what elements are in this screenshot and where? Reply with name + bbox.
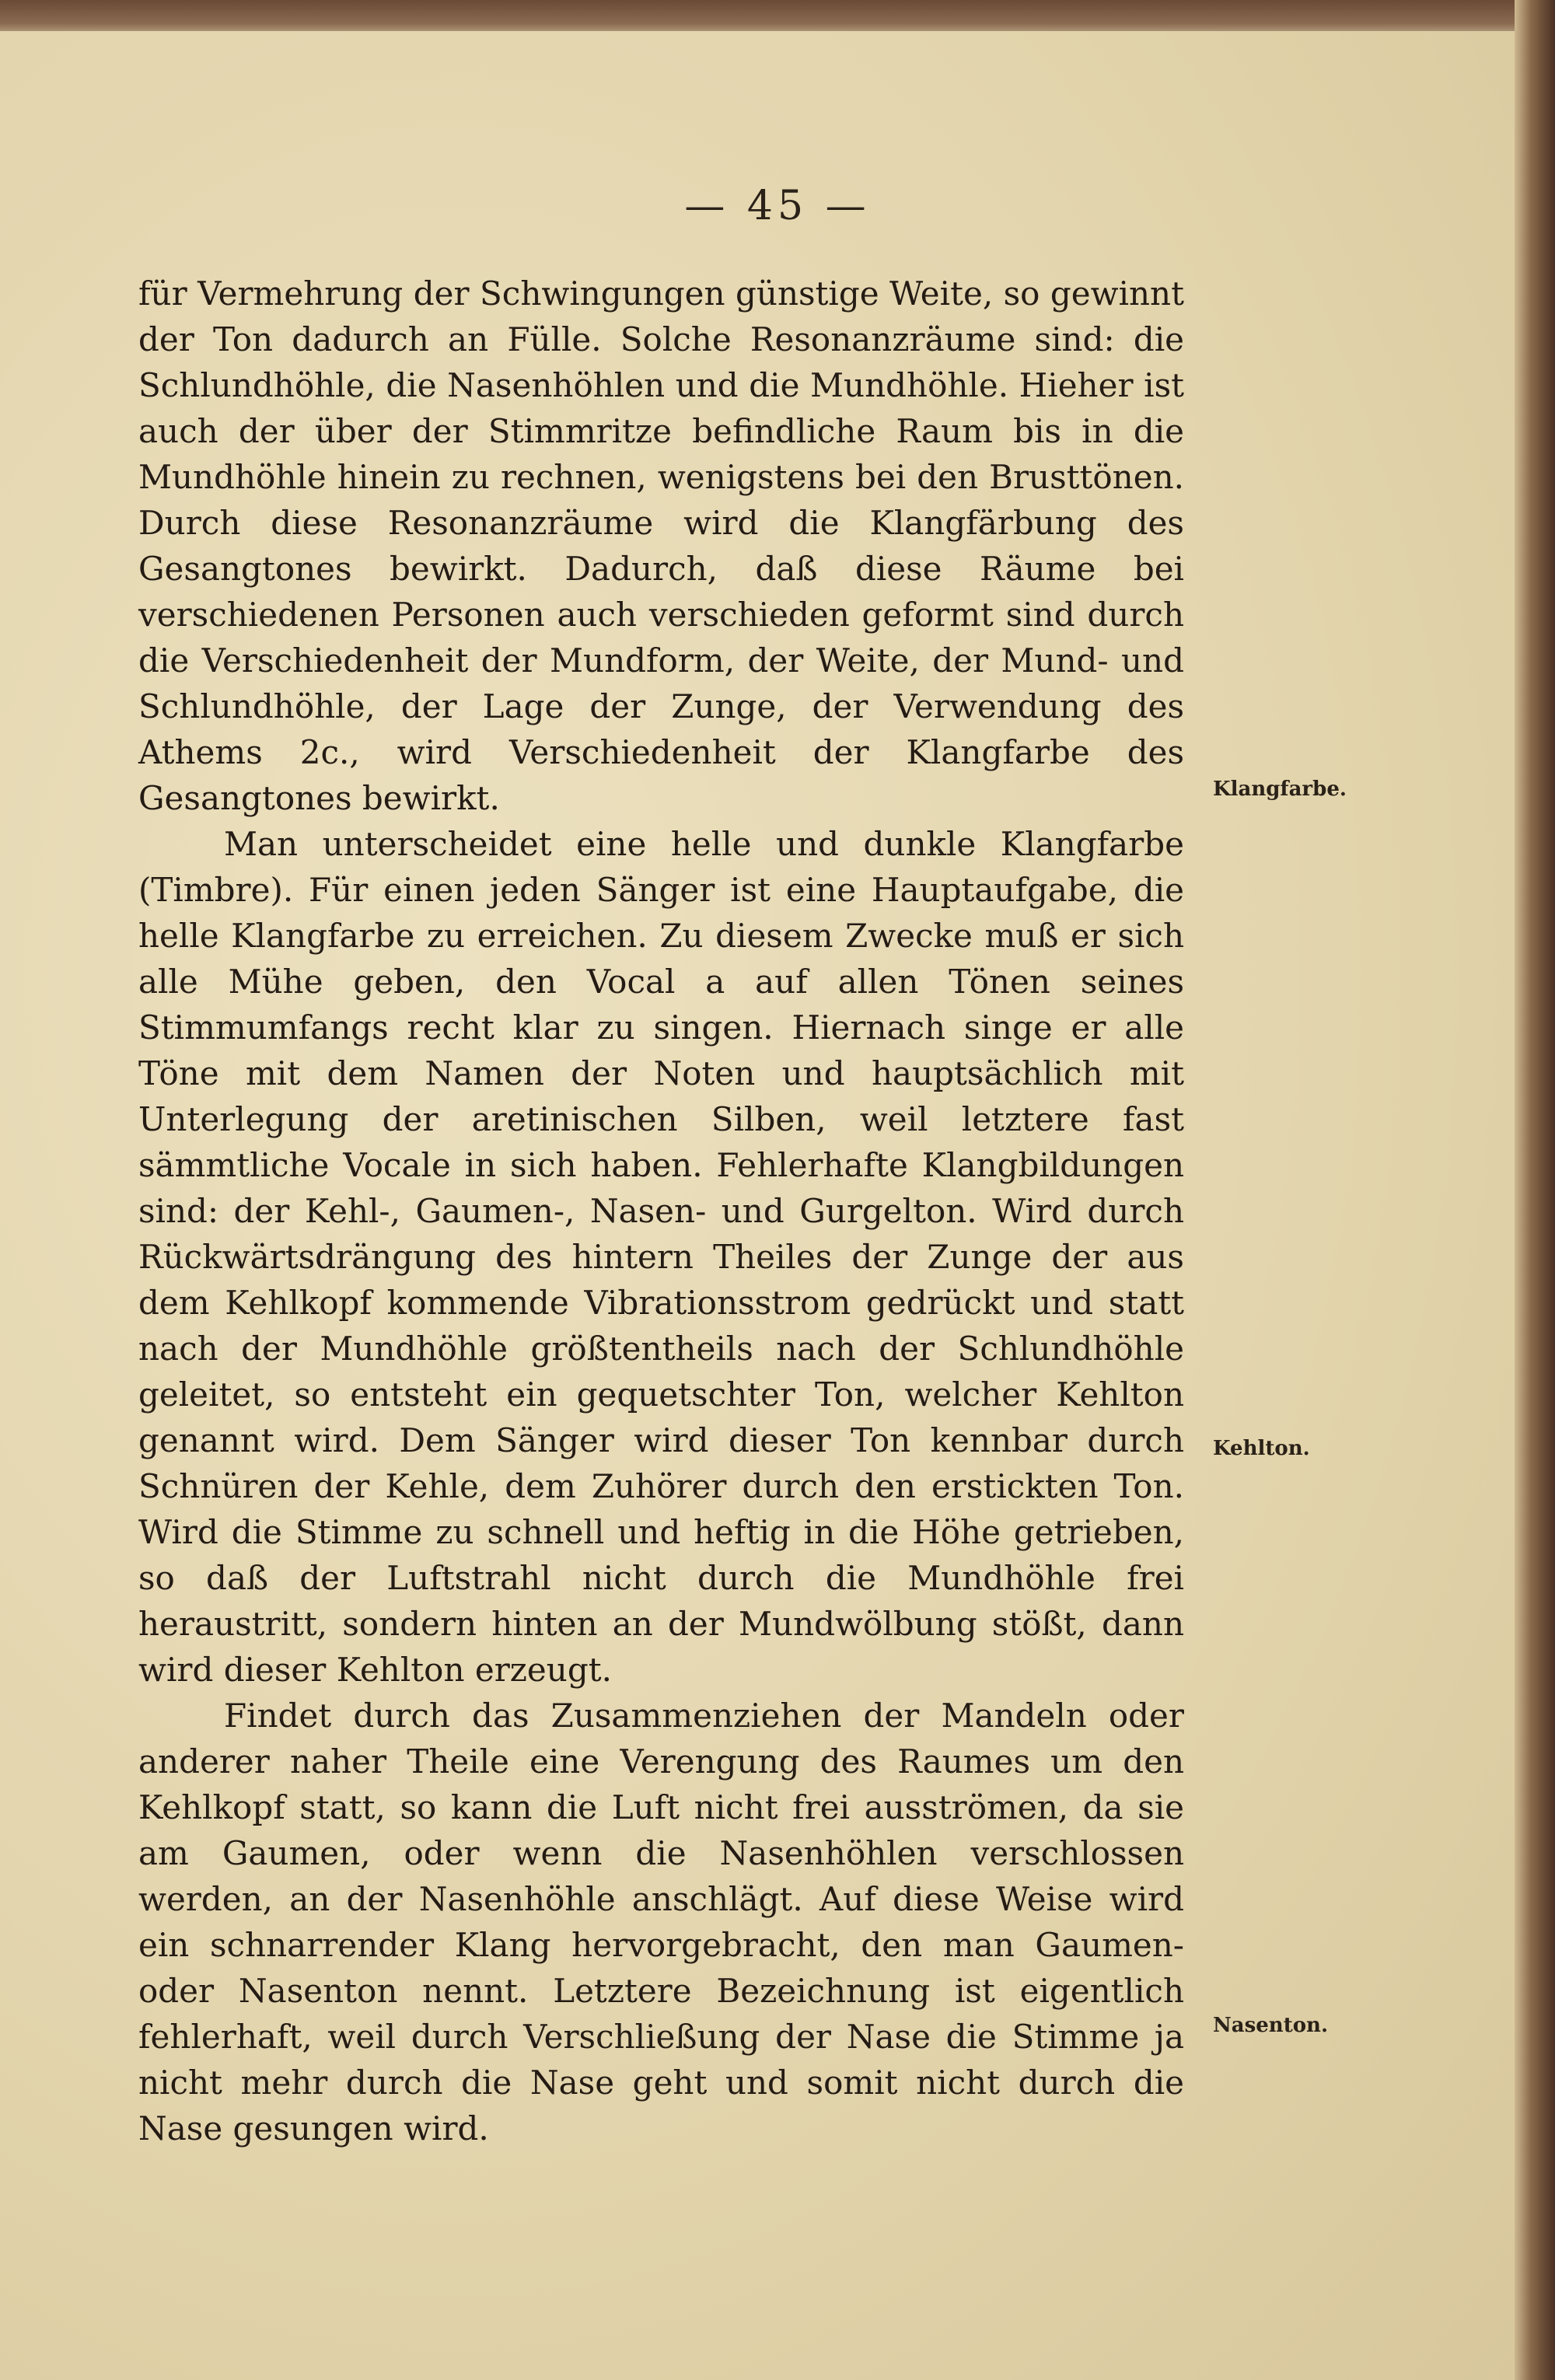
page-number: — 45 —	[684, 183, 871, 229]
paragraph-3: Findet durch das Zusammenziehen der Mandeln oder anderer naher Theile eine Verengung des Raumes um den Kehlkopf statt, so kann die Luft nicht frei ausströmen, da sie am Gaumen, oder wenn die Nasenhöhlen verschlossen werden, an der Nasenhöhle anschlägt. Auf diese Weise wird ein schnarrender Klang hervorgebracht, den man Gaumen- oder Nasenton nennt. Letztere Bezeichnung ist eigentlich fehlerhaft, weil durch Verschließung der Nase die Stimme ja nicht mehr durch die Nase geht und somit nicht durch die Nase gesungen wird.	[138, 1697, 1184, 2148]
sidenote-kehlton: Kehlton.	[1213, 1437, 1310, 1460]
sidenote-klangfarbe: Klangfarbe.	[1213, 778, 1347, 801]
paragraph-2: Man unterscheidet eine helle und dunkle Klangfarbe (Timbre). Für einen jeden Sänger ist eine Hauptaufgabe, die helle Klangfarbe zu erreichen. Zu diesem Zwecke muß er sich alle Mühe geben, den Vocal a auf allen Tönen seines Stimmumfangs recht klar zu singen. Hiernach singe er alle Töne mit dem Namen der Noten und hauptsächlich mit Unterlegung der aretinischen Silben, weil letztere fast sämmtliche Vocale in sich haben. Fehlerhafte Klangbildungen sind: der Kehl-, Gaumen-, Nasen- und Gurgelton. Wird durch Rückwärtsdrängung des hintern Theiles der Zunge der aus dem Kehlkopf kommende Vibrationsstrom gedrückt und statt nach der Mundhöhle größtentheils nach der Schlundhöhle geleitet, so entsteht ein gequetschter Ton, welcher Kehlton genannt wird. Dem Sänger wird dieser Ton kennbar durch Schnüren der Kehle, dem Zuhörer durch den erstickten Ton. Wird die Stimme zu schnell und heftig in die Höhe getrieben, so daß der Luftstrahl nicht durch die Mundhöhle frei heraustritt, sondern hinten an der Mundwölbung stößt, dann wird dieser Kehlton erzeugt.	[138, 825, 1184, 1689]
body-text	[138, 271, 1184, 2151]
paragraph-1: für Vermehrung der Schwingungen günstige Weite, so gewinnt der Ton dadurch an Fülle. Solche Resonanzräume sind: die Schlundhöhle, die Nasenhöhlen und die Mundhöhle. Hieher ist auch der über der Stimmritze befindliche Raum bis in die Mundhöhle hinein zu rechnen, wenigstens bei den Brusttönen. Durch diese Resonanzräume wird die Klangfärbung des Gesangtones bewirkt. Dadurch, daß diese Räume bei verschiedenen Personen auch verschieden geformt sind durch die Verschiedenheit der Mundform, der Weite, der Mund- und Schlundhöhle, der Lage der Zunge, der Verwendung des Athems 2c., wird Verschiedenheit der Klangfarbe des Gesangtones bewirkt.	[138, 274, 1184, 817]
sidenote-nasenton: Nasenton.	[1213, 2014, 1329, 2037]
book-spine-edge	[1515, 0, 1555, 2380]
